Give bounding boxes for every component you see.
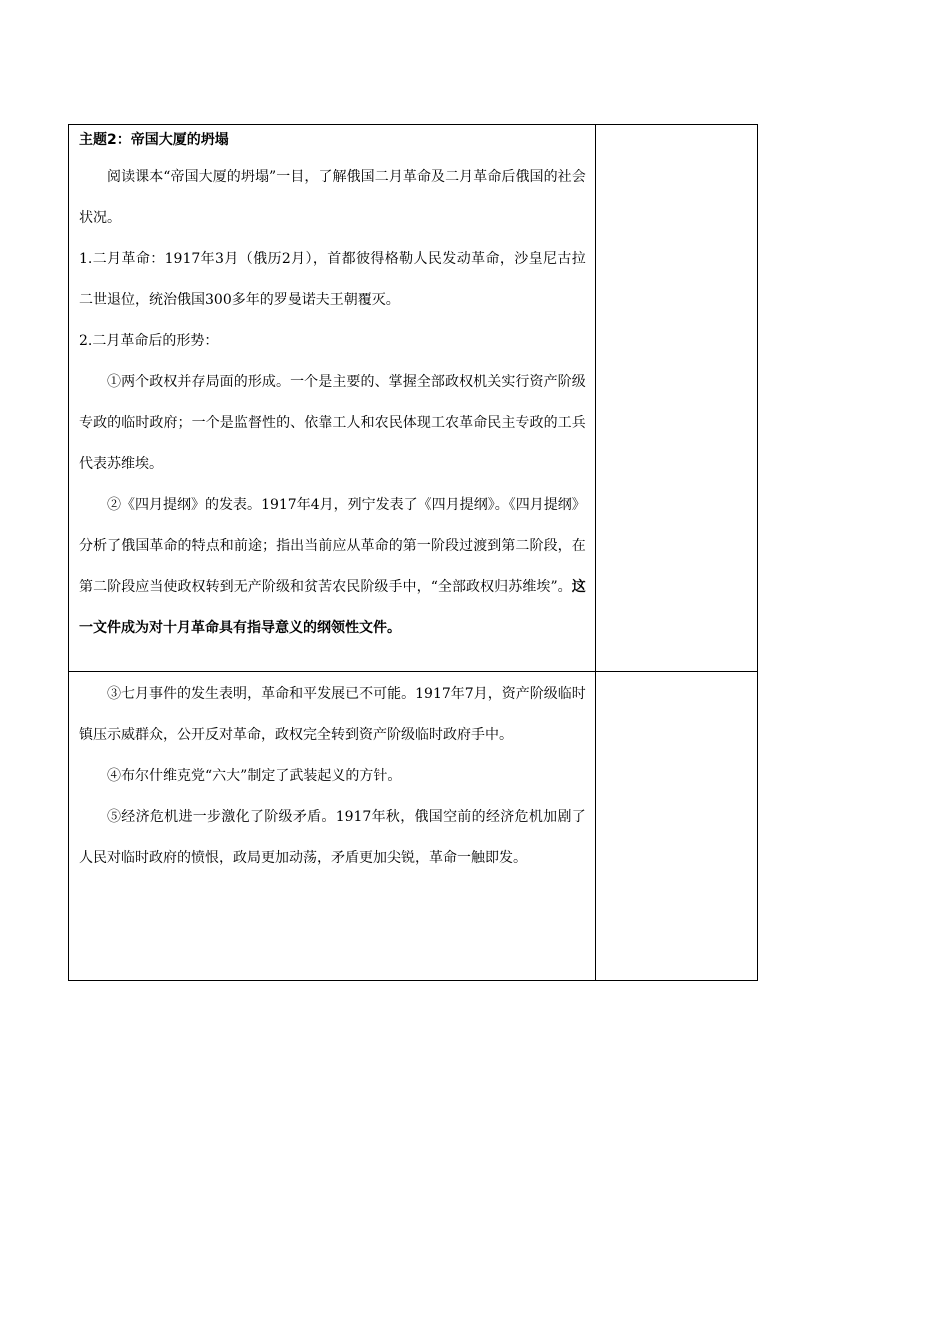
notes-cell — [595, 672, 757, 981]
content-cell — [69, 672, 596, 981]
table-row — [69, 672, 758, 981]
item-3-paragraph: ③七月事件的发生表明，革命和平发展已不可能。1917年7月，资产阶级临时镇压示威群众，公开反对革命，政权完全转到资产阶级临时政府手中。 — [79, 686, 586, 743]
point-1-paragraph: 1.二月革命：1917年3月（俄历2月），首都彼得格勒人民发动革命，沙皇尼古拉二世退位，统治俄国300多年的罗曼诺夫王朝覆灭。 — [79, 251, 586, 308]
table-row — [69, 125, 758, 672]
item-4-paragraph: ④布尔什维克党“六大”制定了武装起义的方针。 — [107, 768, 402, 784]
content-cell — [69, 125, 596, 672]
item-2-bold-text: 这一文件成为对十月革命具有指导意义的纲领性文件。 — [79, 579, 586, 636]
item-2-text: ②《四月提纲》的发表。1917年4月，列宁发表了《四月提纲》。《四月提纲》分析了俄国革命的特点和前途；指出当前应从革命的第一阶段过渡到第二阶段，在第二阶段应当使政权转到无产阶级和贫苦农民阶级手中，“全部政权归苏维埃”。 — [79, 497, 586, 595]
topic-heading: 主题2：帝国大厦的坍塌 — [79, 132, 229, 148]
notes-cell — [595, 125, 757, 672]
content-cell-body — [69, 125, 595, 649]
point-2-title: 2.二月革命后的形势： — [79, 333, 219, 349]
item-5-paragraph: ⑤经济危机进一步激化了阶级矛盾。1917年秋，俄国空前的经济危机加剧了人民对临时政府的愤恨，政局更加动荡，矛盾更加尖锐，革命一触即发。 — [79, 809, 586, 866]
item-1-paragraph: ①两个政权并存局面的形成。一个是主要的、掌握全部政权机关实行资产阶级专政的临时政府；一个是监督性的、依靠工人和农民体现工农革命民主专政的工兵代表苏维埃。 — [79, 374, 586, 472]
content-cell-body — [69, 672, 595, 879]
intro-paragraph: 阅读课本“帝国大厦的坍塌”一目，了解俄国二月革命及二月革命后俄国的社会状况。 — [79, 169, 586, 226]
study-table — [68, 124, 758, 981]
item-2-paragraph — [79, 485, 586, 649]
